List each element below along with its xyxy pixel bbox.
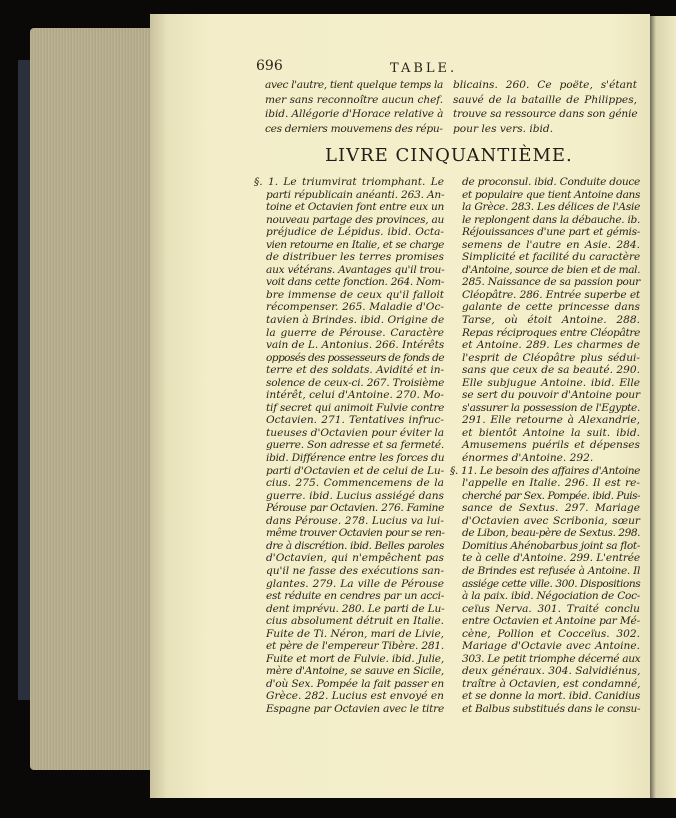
text-line: ibid. Allégorie d'Horace relative à	[265, 108, 444, 121]
text-line: tif secret qui animoit Fulvie contre	[266, 401, 445, 414]
text-line: à la paix. ibid. Négociation de Coc-	[462, 590, 640, 603]
text-line: terre et des soldats. Avidité et in-	[266, 364, 444, 377]
text-line: Espagne par Octavien avec le titre	[266, 702, 444, 715]
text-line: entre Octavien et Antoine par Mé-	[462, 615, 640, 628]
text-line: aux vétérans. Avantages qu'il trou-	[266, 263, 445, 276]
text-line: glantes. 279. La ville de Pérouse	[266, 577, 444, 590]
text-line: blicains. 260. Ce poëte, s'étant	[453, 79, 637, 91]
text-line: te à celle d'Antoine. 299. L'entrée	[462, 552, 640, 565]
text-line: voit dans cette fonction. 264. Nom-	[266, 276, 444, 289]
main-right-column	[450, 176, 640, 716]
text-line: Repas réciproques entre Cléopâtre	[462, 326, 640, 339]
text-line: préjudice de Lépidus. ibid. Octa-	[266, 226, 444, 239]
text-line: ibid. Différence entre les forces du	[266, 452, 445, 465]
facing-page-edge	[650, 16, 676, 798]
text-line: et populaire que tient Antoine dans	[462, 188, 641, 201]
text-line: 303. Le petit triomphe décerné aux	[462, 652, 641, 665]
text-line: dre à discrétion. ibid. Belles paroles	[266, 539, 444, 552]
text-line: deux généraux. 304. Salvidiénus,	[462, 665, 641, 678]
text-line: intérêt, celui d'Antoine. 270. Mo-	[266, 389, 445, 402]
text-line: assiége cette ville. 300. Dispositions	[462, 577, 641, 590]
text-line: trouve sa ressource dans son génie	[453, 108, 638, 121]
text-line: de Libon, beau-père de Sextus. 298.	[462, 527, 641, 540]
text-line: cius absolument détruit en Italie.	[266, 615, 444, 628]
text-line: de distribuer les terres promises	[266, 251, 444, 264]
text-line: solence de ceux-ci. 267. Troisième	[266, 376, 445, 389]
text-line: §. 11. Le besoin des affaires d'Antoine	[450, 464, 640, 477]
section-title: LIVRE CINQUANTIÈME.	[325, 145, 573, 166]
text-line: guerre. Son adresse et sa fermeté.	[266, 439, 444, 452]
text-line: avec l'autre, tient quelque temps la	[265, 79, 443, 91]
text-line: sans que ceux de sa beauté. 290.	[462, 364, 640, 377]
text-line: et père de l'empereur Tibère. 281.	[266, 640, 444, 653]
text-line: d'où Sex. Pompée la fait passer en	[266, 677, 444, 690]
text-line: cène, Pollion et Cocceïus. 302.	[462, 627, 640, 640]
text-line: Fuite de Ti. Néron, mari de Livie,	[266, 627, 444, 640]
text-line: Amusemens puérils et dépenses	[462, 439, 640, 452]
text-line: semens de l'autre en Asie. 284.	[462, 238, 640, 251]
text-line: vain de L. Antonius. 266. Intérêts	[266, 339, 445, 352]
text-line: Grèce. 282. Lucius est envoyé en	[266, 690, 444, 703]
text-line: §. 1. Le triumvirat triomphant. Le	[254, 176, 444, 188]
text-line: l'esprit de Cléopâtre plus sédui-	[462, 351, 640, 364]
text-line: toine et Octavien font entre eux un	[266, 201, 444, 214]
text-line: énormes d'Antoine. 292.	[462, 452, 594, 465]
text-line: pour les vers. ibid.	[453, 122, 554, 135]
text-line: même trouver Octavien pour se ren-	[266, 527, 445, 540]
text-line: et bientôt Antoine la suit. ibid.	[462, 426, 640, 439]
text-line: s'assurer la possession de l'Egypte.	[462, 401, 640, 414]
text-line: Fuite et mort de Fulvie. ibid. Julie,	[266, 652, 444, 665]
text-line: sauvé de la bataille de Philippes,	[453, 93, 637, 106]
top-left-column	[265, 78, 443, 136]
text-line: Pérouse par Octavien. 276. Famine	[266, 502, 444, 515]
text-line: de Brindes est refusée à Antoine. Il	[462, 564, 640, 577]
text-line: Tarse, où étoit Antoine. 288.	[462, 314, 640, 327]
text-line: galante de cette princesse dans	[462, 301, 640, 314]
text-line: et Balbus substitués dans le consu-	[462, 702, 641, 715]
text-line: traître à Octavien, est condamné,	[462, 677, 641, 690]
page-number: 696	[256, 58, 283, 74]
text-line: la guerre de Pérouse. Caractère	[266, 326, 444, 339]
text-line: ceïus Nerva. 301. Traité conclu	[462, 602, 640, 615]
text-line: de proconsul. ibid. Conduite douce	[462, 176, 640, 188]
text-line: tueuses d'Octavien pour éviter la	[266, 426, 445, 439]
text-line: et Antoine. 289. Les charmes de	[462, 339, 640, 352]
text-line: vien retourne en Italie, et se charge	[266, 238, 444, 251]
text-line: Mariage d'Octavie avec Antoine.	[462, 640, 640, 653]
text-line: se sert du pouvoir d'Antoine pour	[462, 389, 640, 402]
text-line: et se donne la mort. ibid. Canidius	[462, 690, 641, 703]
text-line: Domitius Ahénobarbus joint sa flot-	[462, 539, 640, 552]
text-line: opposés des possesseurs de fonds de	[266, 351, 444, 364]
text-line: Cléopâtre. 286. Entrée superbe et	[462, 288, 640, 301]
text-line: Elle subjugue Antoine. ibid. Elle	[462, 376, 640, 389]
text-line: mer sans reconnoître aucun chef.	[265, 93, 443, 106]
text-line: cius. 275. Commencemens de la	[266, 477, 444, 490]
text-line: Réjouissances d'une part et gémis-	[462, 226, 640, 239]
running-head: TABLE.	[390, 61, 458, 76]
text-line: d'Octavien, qui n'empêchent pas	[266, 552, 444, 565]
text-line: récompenser. 265. Maladie d'Oc-	[266, 301, 444, 314]
text-line: d'Octavien avec Scribonia, sœur	[462, 514, 640, 527]
text-line: parti d'Octavien et de celui de Lu-	[266, 464, 444, 477]
text-line: qu'il ne fasse des exécutions san-	[266, 564, 444, 577]
text-line: bre immense de ceux qu'il falloit	[266, 288, 444, 301]
text-line: cherché par Sex. Pompée. ibid. Puis-	[462, 489, 640, 502]
main-left-column	[254, 176, 444, 716]
text-line: le replongent dans la débauche. ib.	[462, 213, 640, 226]
text-line: l'appelle en Italie. 296. Il est re-	[462, 477, 640, 490]
text-line: parti républicain anéanti. 263. An-	[266, 188, 445, 201]
text-line: la Grèce. 283. Les délices de l'Asie	[462, 201, 641, 214]
text-line: Octavien. 271. Tentatives infruc-	[266, 414, 444, 427]
text-line: guerre. ibid. Lucius assiégé dans	[266, 489, 444, 502]
text-line: 285. Naissance de sa passion pour	[462, 276, 640, 289]
text-line: tavien à Brindes. ibid. Origine de	[266, 314, 445, 327]
page-edges	[30, 28, 152, 770]
text-line: mère d'Antoine, se sauve en Sicile,	[266, 665, 444, 678]
text-line: d'Antoine, source de bien et de mal.	[462, 263, 640, 276]
text-line: dans Pérouse. 278. Lucius va lui-	[266, 514, 444, 527]
text-line: sance de Sextus. 297. Mariage	[462, 502, 640, 515]
text-line: nouveau partage des provinces, au	[266, 213, 444, 226]
text-line: 291. Elle retourne à Alexandrie,	[462, 414, 640, 427]
text-line: dent imprévu. 280. Le parti de Lu-	[266, 602, 445, 615]
text-line: ces derniers mouvemens des répu-	[265, 122, 443, 135]
text-line: est réduite en cendres par un acci-	[266, 590, 444, 603]
text-line: Simplicité et facilité du caractère	[462, 251, 641, 264]
top-right-column	[453, 78, 637, 136]
